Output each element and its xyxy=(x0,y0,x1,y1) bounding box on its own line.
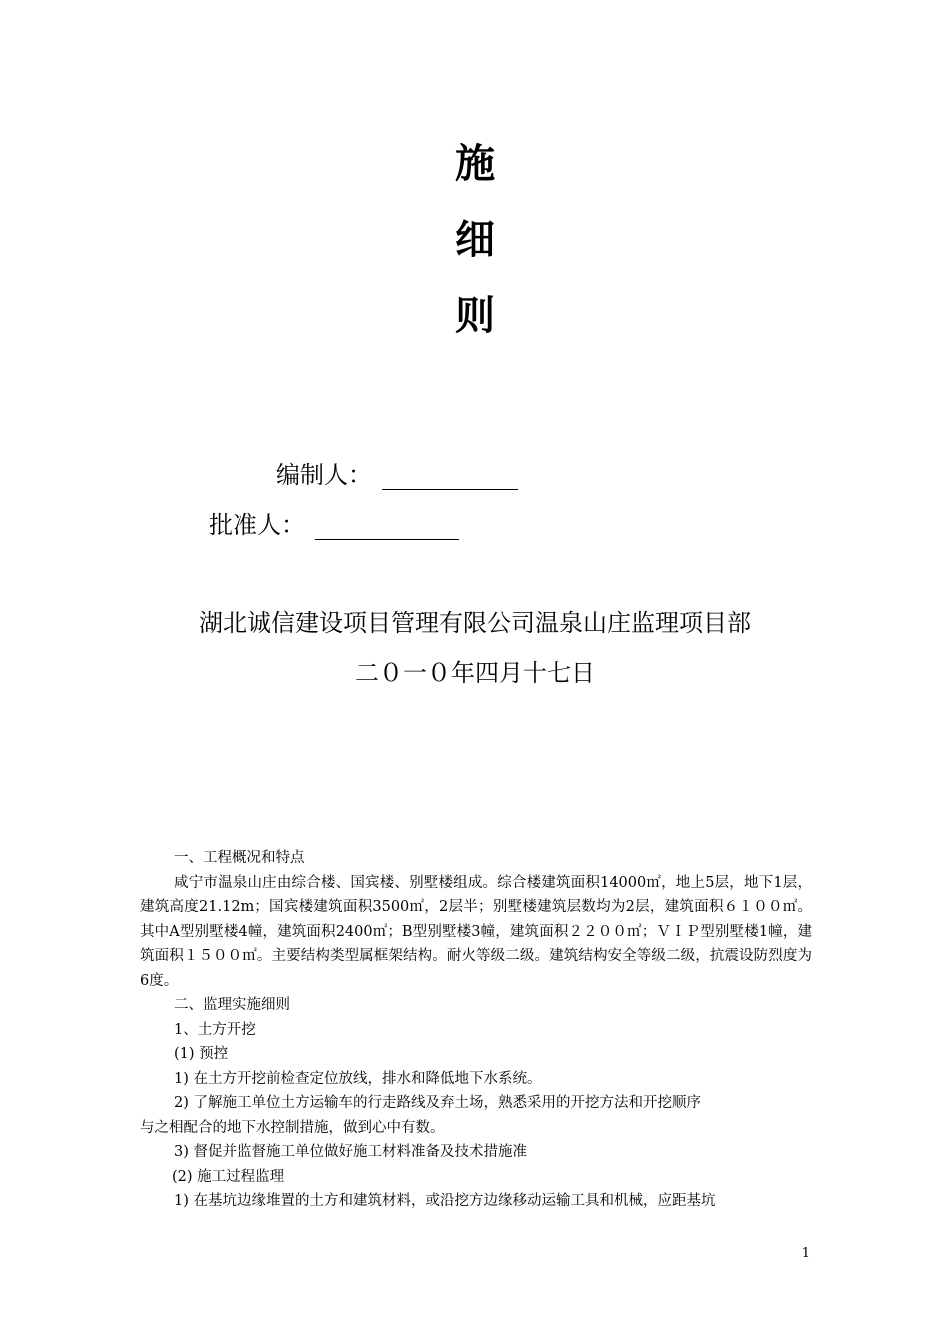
section1-heading: 一、工程概况和特点 xyxy=(174,850,305,866)
approver-signature-line xyxy=(315,513,459,540)
sub1-heading: (1) 预控 xyxy=(174,1046,229,1062)
sub1-item2-line1: 2) 了解施工单位土方运输车的行走路线及弃土场，熟悉采用的开挖方法和开挖顺序 xyxy=(174,1095,701,1111)
title-char-1: 施 xyxy=(455,141,495,187)
page-number: 1 xyxy=(801,1246,810,1261)
body-text xyxy=(140,846,812,1214)
approver-row xyxy=(209,510,459,540)
sub1-item2-line2: 与之相配合的地下水控制措施，做到心中有数。 xyxy=(140,1119,445,1136)
sub1-item1: 1) 在土方开挖前检查定位放线，排水和降低地下水系统。 xyxy=(174,1070,542,1087)
item1-heading: 1、土方开挖 xyxy=(174,1021,256,1038)
approver-label: 批准人： xyxy=(209,511,305,539)
title-char-2: 细 xyxy=(455,217,495,263)
sub1-item3: 3) 督促并监督施工单位做好施工材料准备及技术措施准 xyxy=(174,1144,527,1160)
organization-name: 湖北诚信建设项目管理有限公司温泉山庄监理项目部 xyxy=(199,609,751,637)
sub2-item1: 1) 在基坑边缘堆置的土方和建筑材料，或沿挖方边缘移动运输工具和机械，应距基坑 xyxy=(174,1193,716,1209)
section2-heading: 二、监理实施细则 xyxy=(174,997,290,1013)
compiler-row xyxy=(276,460,518,490)
document-date: 二０一０年四月十七日 xyxy=(355,659,595,687)
compiler-label: 编制人： xyxy=(276,461,372,489)
sub2-heading: (2) 施工过程监理 xyxy=(172,1168,285,1185)
title-char-3: 则 xyxy=(455,293,495,339)
section1-paragraph: 咸宁市温泉山庄由综合楼、国宾楼、别墅楼组成。综合楼建筑面积14000㎡，地上5层，地下1层，建筑高度21.12m；国宾楼建筑面积3500㎡，2层半；别墅楼建筑层数均为2层，建筑面积６１００㎡。其中A型别墅楼4幢，建筑面积2400㎡；B型别墅楼3幢，建筑面积２２００㎡；ＶＩＰ型别墅楼1幢，建筑面积１５００㎡。主要结构类型属框架结构。耐火等级二级。建筑结构安全等级二级，抗震设防烈度为6度。 xyxy=(140,874,812,989)
compiler-signature-line xyxy=(382,463,518,490)
